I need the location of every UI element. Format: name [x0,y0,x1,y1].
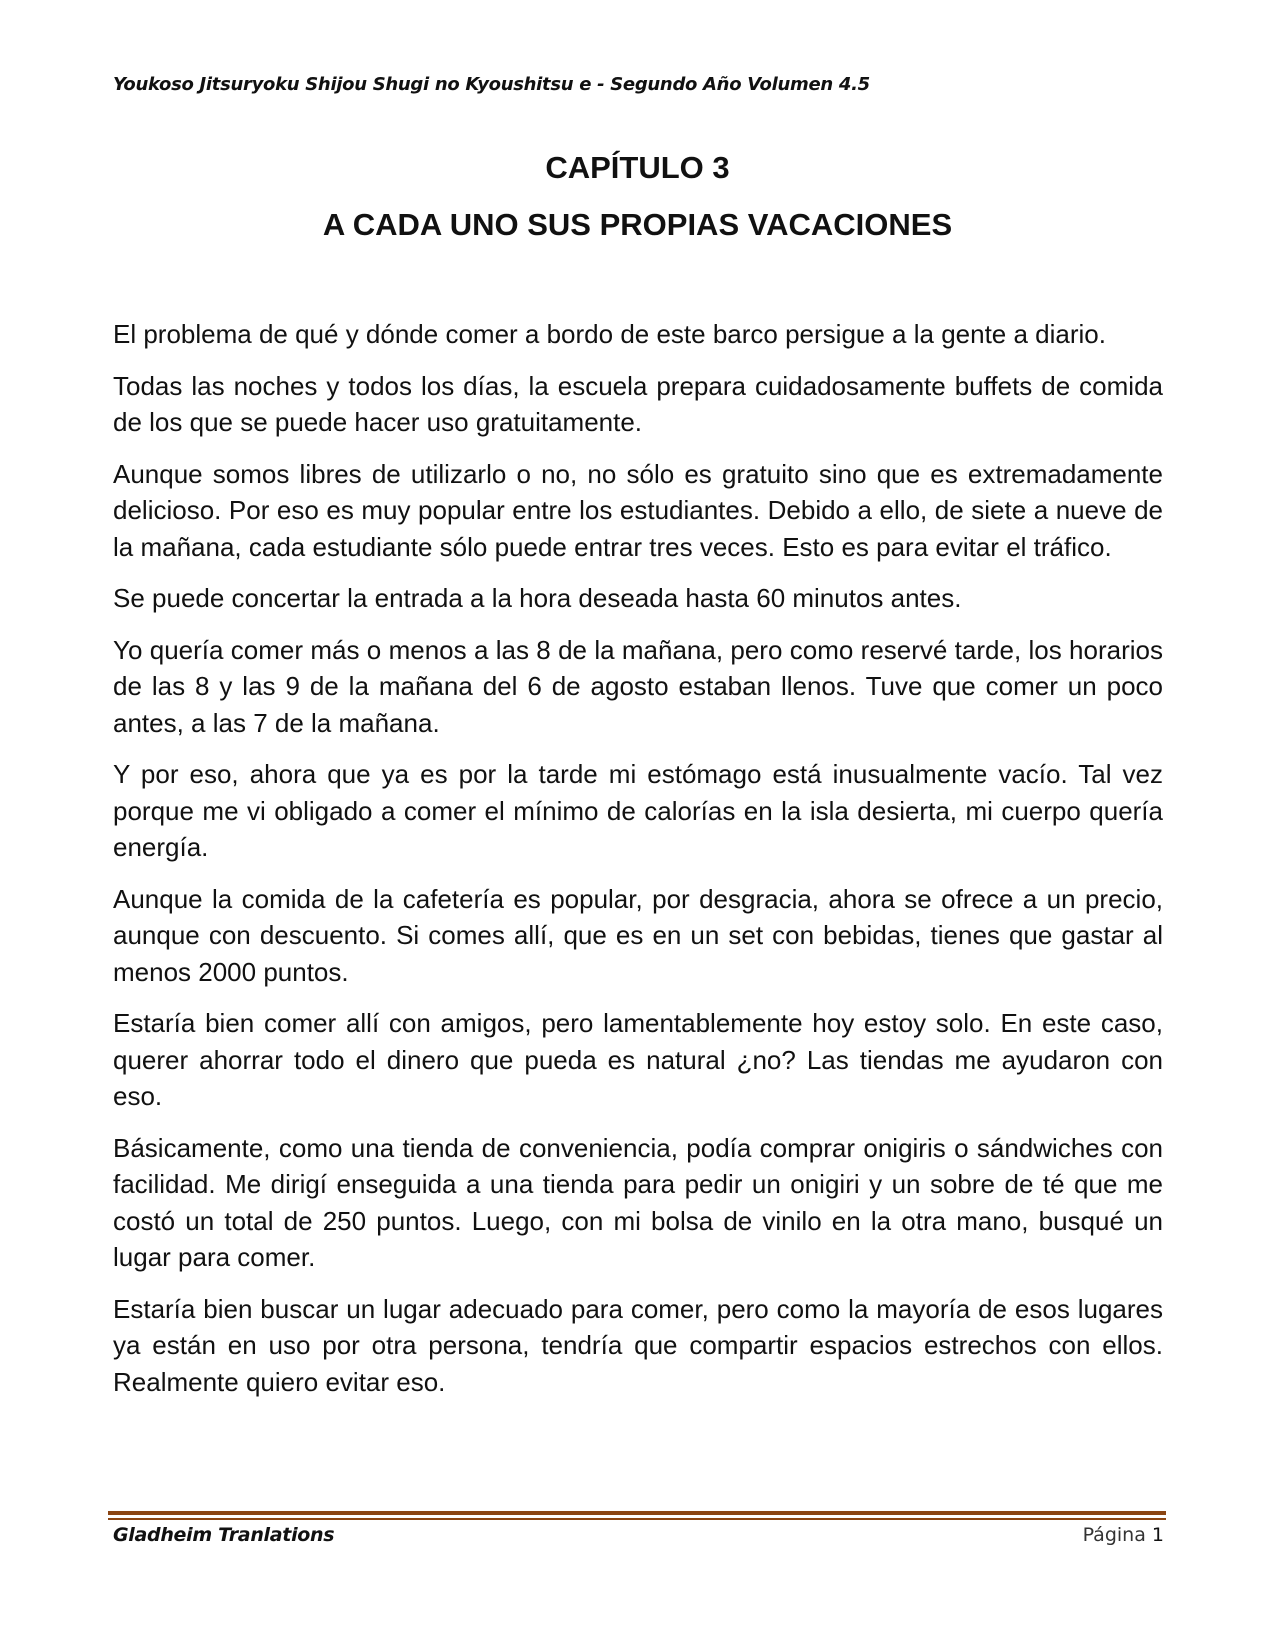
chapter-number: CAPÍTULO 3 [545,150,730,185]
paragraph: Estaría bien comer allí con amigos, pero lamentablemente hoy estoy solo. En este caso, querer ahorrar todo el dinero que pueda es natural ¿no? Las tiendas me ayudaron con eso. [113,1008,1163,1111]
running-header: Youkoso Jitsuryoku Shijou Shugi no Kyoushitsu e - Segundo Año Volumen 4.5 [113,74,870,95]
page-indicator [1083,1524,1164,1546]
footer-divider-thick [108,1511,1166,1515]
paragraph: Aunque somos libres de utilizarlo o no, no sólo es gratuito sino que es extremadamente delicioso. Por eso es muy popular entre los estudiantes. Debido a ello, de siete a nueve de la mañana, cada estudiante sólo puede entrar tres veces. Esto es para evitar el tráfico. [113,458,1163,562]
paragraph: Aunque la comida de la cafetería es popular, por desgracia, ahora se ofrece a un precio, aunque con descuento. Si comes allí, que es en un set con bebidas, tienes que gastar al menos 2000 puntos. [113,883,1163,987]
paragraph: Se puede concertar la entrada a la hora deseada hasta 60 minutos antes. [113,583,962,613]
paragraph: El problema de qué y dónde comer a bordo de este barco persigue a la gente a diario. [113,319,1106,349]
paragraph: Básicamente, como una tienda de conveniencia, podía comprar onigiris o sándwiches con facilidad. Me dirigí enseguida a una tienda para pedir un onigiri y un sobre de té que me costó un total de 250 puntos. Luego, con mi bolsa de vinilo en la otra mano, busqué un lugar para comer. [113,1132,1163,1272]
footer-divider-thin [108,1518,1166,1520]
paragraph: Todas las noches y todos los días, la escuela prepara cuidadosamente buffets de comida de los que se puede hacer uso gratuitamente. [113,370,1163,437]
page-number: 1 [1151,1524,1164,1546]
paragraph: Estaría bien buscar un lugar adecuado para comer, pero como la mayoría de esos lugares ya están en uso por otra persona, tendría que compartir espacios estrechos con ellos. Realmente quiero evitar eso. [113,1293,1163,1397]
footer-credit: Gladheim Tranlations [113,1524,335,1546]
page-label: Página [1082,1524,1146,1546]
paragraph: Y por eso, ahora que ya es por la tarde mi estómago está inusualmente vacío. Tal vez porque me vi obligado a comer el mínimo de calorías en la isla desierta, mi cuerpo quería energía. [113,759,1163,862]
body-text [113,316,1163,1415]
chapter-title: A CADA UNO SUS PROPIAS VACACIONES [322,207,953,242]
paragraph: Yo quería comer más o menos a las 8 de la mañana, pero como reservé tarde, los horarios de las 8 y las 9 de la mañana del 6 de agosto estaban llenos. Tuve que comer un poco antes, a las 7 de la mañana. [113,634,1163,738]
